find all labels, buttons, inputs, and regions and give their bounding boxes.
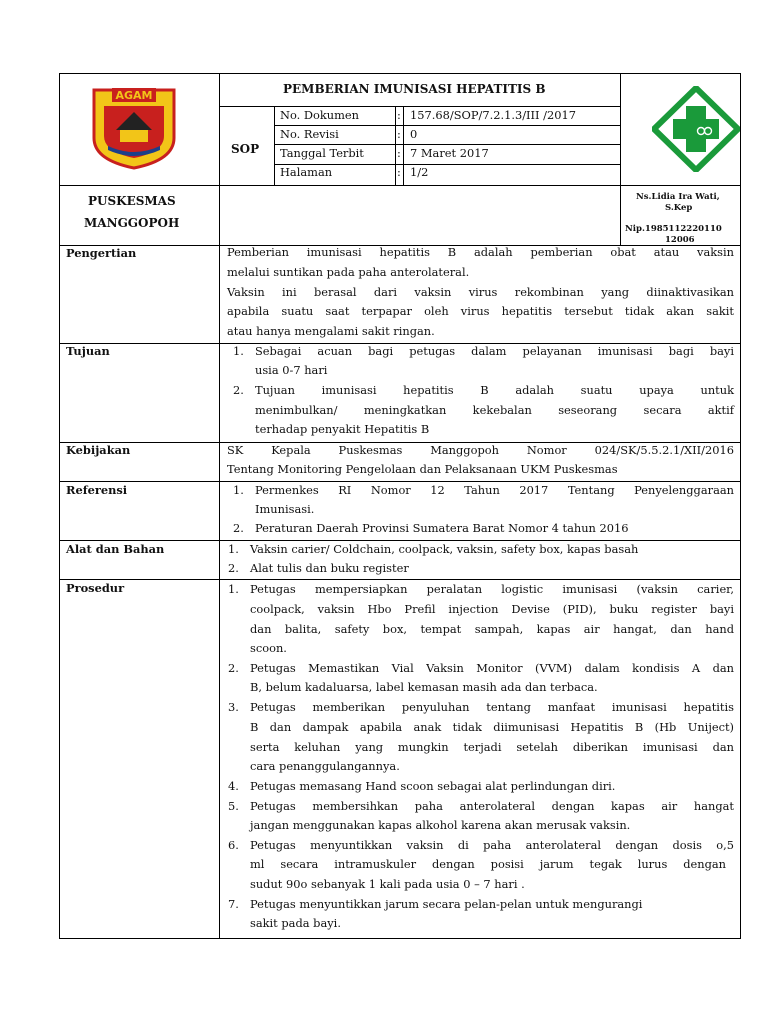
list-item-line: Peraturan Daerah Provinsi Sumatera Barat Nomor 4 tahun 2016: [255, 521, 629, 535]
signer-title: S.Kep: [665, 203, 693, 213]
list-item-line: Petugas Memastikan Vial Vaksin Monitor (VVM) dalam kondisis A dan: [250, 661, 734, 675]
list-item-line: coolpack, vaksin Hbo Prefil injection Devise (PID), buku register bayi: [250, 602, 734, 616]
meta-sep: :: [397, 127, 401, 141]
list-number: 1.: [228, 582, 239, 596]
label-kebijakan: Kebijakan: [66, 443, 131, 457]
label-tujuan: Tujuan: [66, 344, 110, 358]
meta-label-revisi: No. Revisi: [280, 127, 339, 141]
list-number: 1.: [233, 344, 244, 358]
list-number: 5.: [228, 799, 239, 813]
meta-label-dokumen: No. Dokumen: [280, 108, 359, 122]
pengertian-line: Pemberian imunisasi hepatitis B adalah pemberian obat atau vaksin: [227, 245, 734, 259]
list-item-line: Petugas memberikan penyuluhan tentang manfaat imunisasi hepatitis: [250, 700, 734, 714]
list-item-line: Petugas mempersiapkan peralatan logistic imunisasi (vaksin carier,: [250, 582, 734, 596]
meta-value-revisi: 0: [410, 127, 418, 141]
agam-logo: [90, 86, 178, 170]
list-item-line: dan balita, safety box, tempat sampah, kapas air hangat, dan hand: [250, 622, 734, 636]
list-item-line: Petugas memasang Hand scoon sebagai alat perlindungan diri.: [250, 779, 616, 793]
sop-label: SOP: [231, 142, 260, 156]
signer-nip: Nip.1985112220110: [625, 224, 722, 234]
meta-value-tanggal: 7 Maret 2017: [410, 146, 489, 160]
meta-label-tanggal: Tanggal Terbit: [280, 146, 364, 160]
list-item-line: Sebagai acuan bagi petugas dalam pelayanan imunisasi bagi bayi: [255, 344, 734, 358]
kebijakan-line: SK Kepala Puskesmas Manggopoh Nomor 024/SK/5.5.2.1/XII/2016: [227, 443, 734, 457]
list-item-line: scoon.: [250, 641, 287, 655]
agam-logo-text: AGAM: [115, 89, 153, 102]
meta-sep: :: [397, 146, 401, 160]
org-name-line2: MANGGOPOH: [84, 216, 180, 230]
list-item-line: B dan dampak apabila anak tidak diimunisasi Hepatitis B (Hb Uniject): [250, 720, 734, 734]
list-number: 3.: [228, 700, 239, 714]
list-number: 2.: [228, 661, 239, 675]
label-pengertian: Pengertian: [66, 246, 137, 260]
list-item-line: usia 0-7 hari: [255, 363, 328, 377]
list-item-line: Petugas menyuntikkan vaksin di paha anterolateral dengan dosis o,5: [250, 838, 734, 852]
meta-label-halaman: Halaman: [280, 165, 333, 179]
list-number: 2.: [233, 521, 244, 535]
list-item-line: cara penanggulangannya.: [250, 759, 400, 773]
pengertian-line: Vaksin ini berasal dari vaksin virus rekombinan yang diinaktivasikan: [227, 285, 734, 299]
meta-value-halaman: 1/2: [410, 165, 429, 179]
label-prosedur: Prosedur: [66, 581, 125, 595]
list-item-line: Tujuan imunisasi hepatitis B adalah suatu upaya untuk: [255, 383, 734, 397]
list-number: 7.: [228, 897, 239, 911]
list-item-line: Imunisasi.: [255, 502, 315, 516]
list-item-line: Petugas menyuntikkan jarum secara pelan-pelan untuk mengurangi: [250, 897, 643, 911]
list-number: 1.: [233, 483, 244, 497]
list-item-line: Petugas membersihkan paha anterolateral dengan kapas air hangat: [250, 799, 734, 813]
list-number: 6.: [228, 838, 239, 852]
list-item-line: sudut 90o sebanyak 1 kali pada usia 0 – 7 hari .: [250, 877, 525, 891]
list-item-line: Permenkes RI Nomor 12 Tahun 2017 Tentang Penyelenggaraan: [255, 483, 734, 497]
label-alat-bahan: Alat dan Bahan: [66, 542, 165, 556]
page-title: PEMBERIAN IMUNISASI HEPATITIS B: [283, 82, 546, 96]
list-item-line: sakit pada bayi.: [250, 916, 341, 930]
list-item-line: jangan menggunakan kapas alkohol karena akan merusak vaksin.: [250, 818, 631, 832]
pengertian-line: apabila suatu saat terpapar oleh virus hepatitis tersebut tidak akan sakit: [227, 304, 734, 318]
label-referensi: Referensi: [66, 483, 128, 497]
puskesmas-logo: [652, 86, 740, 172]
meta-sep: :: [397, 108, 401, 122]
list-item-line: Alat tulis dan buku register: [250, 561, 409, 575]
org-name-line1: PUSKESMAS: [88, 194, 176, 208]
signer-name: Ns.Lidia Ira Wati,: [636, 192, 720, 202]
kebijakan-line: Tentang Monitoring Pengelolaan dan Pelaksanaan UKM Puskesmas: [227, 462, 618, 476]
list-item-line: menimbulkan/ meningkatkan kekebalan seseorang secara aktif: [255, 403, 734, 417]
list-item-line: serta keluhan yang mungkin terjadi setelah diberikan imunisasi dan: [250, 740, 734, 754]
list-item-line: B, belum kadaluarsa, label kemasan masih ada dan terbaca.: [250, 680, 598, 694]
list-item-line: terhadap penyakit Hepatitis B: [255, 422, 430, 436]
pengertian-line: melalui suntikan pada paha anterolateral.: [227, 265, 470, 279]
list-number: 2.: [233, 383, 244, 397]
list-number: 2.: [228, 561, 239, 575]
pengertian-line: atau hanya mengalami sakit ringan.: [227, 324, 435, 338]
signer-nip-cont: 12006: [665, 235, 695, 245]
list-number: 4.: [228, 779, 239, 793]
list-number: 1.: [228, 542, 239, 556]
list-item-line: Vaksin carier/ Coldchain, coolpack, vaksin, safety box, kapas basah: [250, 542, 639, 556]
list-item-line: ml secara intramuskuler dengan posisi jarum tegak lurus dengan: [250, 857, 726, 871]
meta-value-dokumen: 157.68/SOP/7.2.1.3/III /2017: [410, 108, 576, 122]
meta-sep: :: [397, 165, 401, 179]
